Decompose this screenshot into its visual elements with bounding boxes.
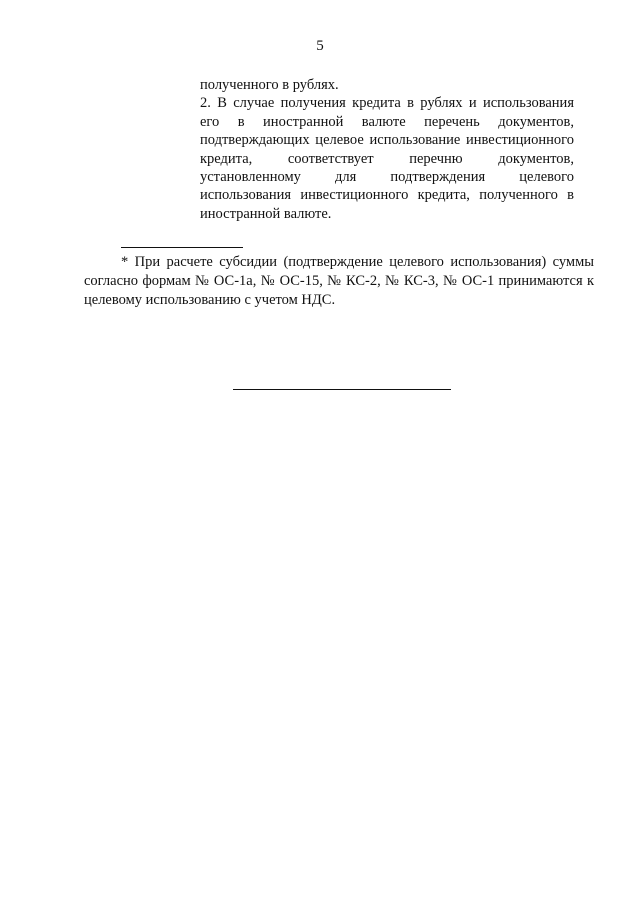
page-number: 5 (316, 38, 324, 54)
footnote-text: * При расчете субсидии (подтверждение целевого использования) суммы согласно формам № ОС-1а, № ОС-15, № КС-2, № КС-3, № ОС-1 принимаются к целевому использованию с учетом НДС. (84, 254, 594, 308)
main-text-block (200, 76, 574, 223)
document-end-line (233, 389, 451, 390)
continuation-paragraph: полученного в рублях. (200, 77, 339, 93)
item-2-paragraph: 2. В случае получения кредита в рублях и использования его в иностранной валюте перечень документов, подтверждающих целевое использование инвестиционного кредита, соответствует перечню документов, установленному для подтверждения целевого использования инвестиционного кредита, полученного в иностранной валюте. (200, 95, 574, 222)
footnote-separator (121, 247, 243, 248)
